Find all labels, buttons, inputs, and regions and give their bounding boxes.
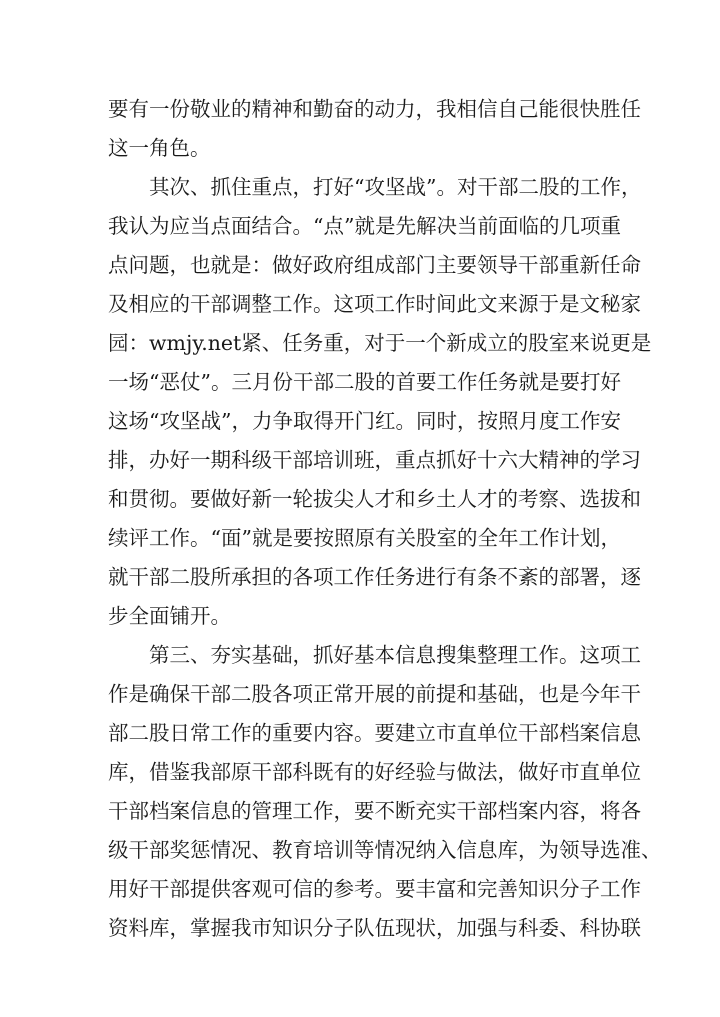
text-line: 续评工作。“面”就是要按照原有关股室的全年工作计划， (108, 526, 621, 550)
text-line: 库，借鉴我部原干部科既有的好经验与做法，做好市直单位 (108, 760, 641, 784)
paragraph-start-line: 第三、夯实基础，抓好基本信息搜集整理工作。这项工 (149, 643, 641, 667)
text-line: 排，办好一期科级干部培训班，重点抓好十六大精神的学习 (108, 448, 641, 472)
paragraph-start-line: 其次、抓住重点，打好“攻坚战”。对干部二股的工作， (149, 175, 642, 199)
text-line: 部二股日常工作的重要内容。要建立市直单位干部档案信息 (108, 721, 641, 745)
text-line: 作是确保干部二股各项正常开展的前提和基础，也是今年干 (108, 682, 641, 706)
text-line: 园：wmjy.net紧、任务重，对于一个新成立的股室来说更是 (108, 331, 652, 355)
text-line: 点问题，也就是：做好政府组成部门主要领导干部重新任命 (108, 253, 641, 277)
text-line: 资料库，掌握我市知识分子队伍现状，加强与科委、科协联 (108, 916, 641, 940)
text-line: 这场“攻坚战”，力争取得开门红。同时，按照月度工作安 (108, 409, 621, 433)
body-text (108, 90, 662, 948)
text-line: 就干部二股所承担的各项工作任务进行有条不紊的部署，逐 (108, 565, 641, 589)
text-line: 这一角色。 (108, 136, 211, 160)
text-line: 用好干部提供客观可信的参考。要丰富和完善知识分子工作 (108, 877, 641, 901)
text-line: 我认为应当点面结合。“点”就是先解决当前面临的几项重 (108, 214, 621, 238)
text-line: 步全面铺开。 (108, 604, 231, 628)
text-line: 及相应的干部调整工作。这项工作时间此文来源于是文秘家 (108, 292, 641, 316)
text-line: 要有一份敬业的精神和勤奋的动力，我相信自己能很快胜任 (108, 97, 641, 121)
text-line: 级干部奖惩情况、教育培训等情况纳入信息库，为领导选准、 (108, 838, 662, 862)
text-line: 干部档案信息的管理工作，要不断充实干部档案内容，将各 (108, 799, 641, 823)
text-line: 一场“恶仗”。三月份干部二股的首要工作任务就是要打好 (108, 370, 621, 394)
text-line: 和贯彻。要做好新一轮拔尖人才和乡土人才的考察、选拔和 (108, 487, 641, 511)
